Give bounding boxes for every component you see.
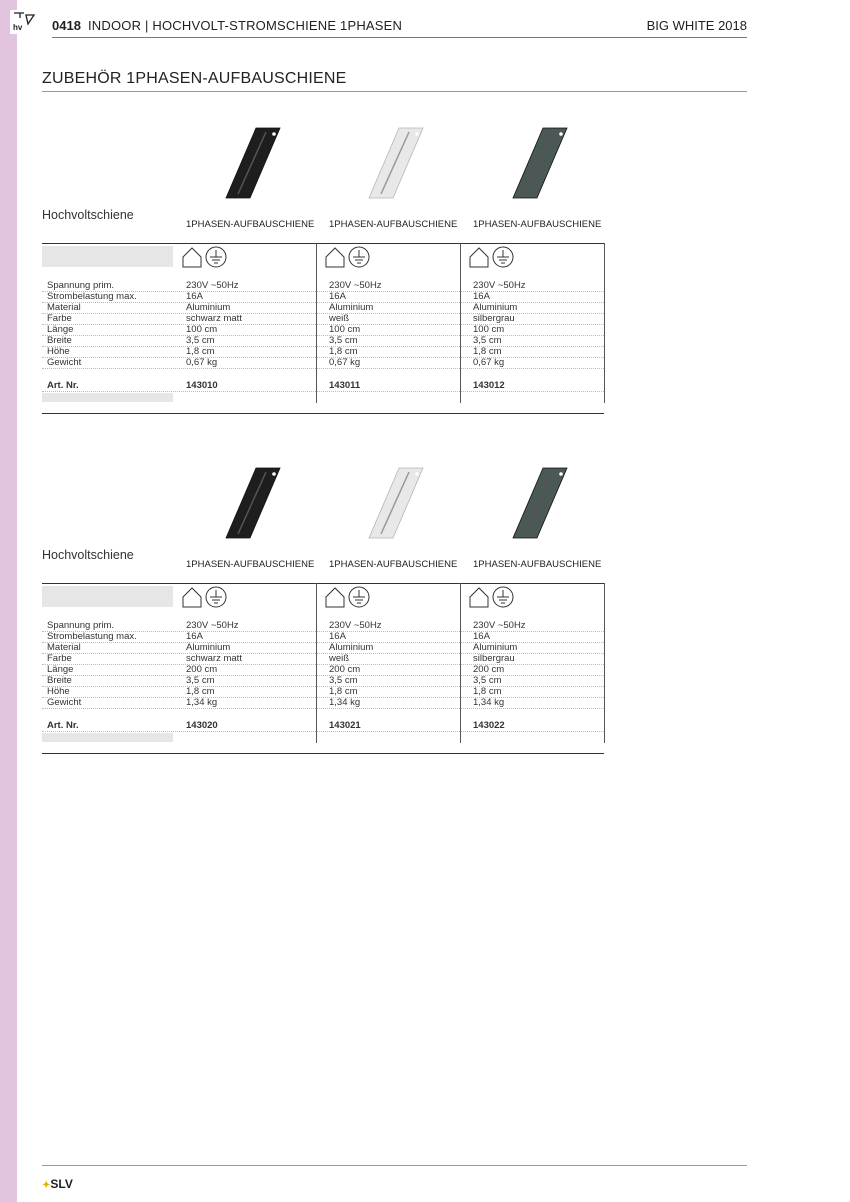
spec-label: Höhe [47, 686, 70, 697]
spec-value: weiß [329, 653, 350, 664]
art-nr-row [42, 380, 604, 392]
spec-value: 3,5 cm [329, 335, 358, 346]
indoor-house-icon [470, 588, 488, 607]
spec-value: 1,8 cm [473, 346, 502, 357]
product-image [495, 118, 585, 208]
art-nr-label: Art. Nr. [47, 380, 79, 391]
spec-row [42, 357, 604, 369]
table-bottom-border [42, 413, 604, 414]
indoor-house-icon [326, 588, 344, 607]
spec-value: Aluminium [186, 302, 231, 313]
spec-icons [468, 585, 520, 609]
hv-logo-icon [10, 10, 38, 34]
product-image [208, 118, 298, 208]
spec-icons [181, 585, 233, 609]
spec-value: schwarz matt [186, 313, 242, 324]
spec-value: 230V ~50Hz [473, 280, 526, 291]
table-bottom-border [42, 753, 604, 754]
table-top-border [42, 243, 604, 244]
spec-value: Aluminium [329, 302, 374, 313]
spec-label: Gewicht [47, 357, 82, 368]
track-rail-image [351, 118, 441, 208]
spec-value: 230V ~50Hz [329, 620, 382, 631]
track-rail-image [495, 118, 585, 208]
spec-icons [324, 585, 376, 609]
indoor-earth-icons [324, 245, 376, 269]
column-divider [604, 243, 605, 403]
spec-value: 16A [329, 291, 346, 302]
spec-label: Länge [47, 324, 74, 335]
spec-value: 1,8 cm [329, 686, 358, 697]
product-image [208, 458, 298, 548]
spec-value: weiß [329, 313, 350, 324]
spec-value: 16A [186, 631, 203, 642]
product-title: 1PHASEN-AUFBAUSCHIENE [186, 559, 315, 570]
track-rail-image [208, 458, 298, 548]
page-number: 0418 [52, 18, 81, 33]
spec-value: 3,5 cm [473, 335, 502, 346]
spec-value: 0,67 kg [329, 357, 361, 368]
spec-value: 1,8 cm [329, 346, 358, 357]
art-nr-value: 143022 [473, 720, 505, 731]
indoor-house-icon [326, 248, 344, 267]
spec-value: Aluminium [329, 642, 374, 653]
spec-value: 1,34 kg [473, 697, 505, 708]
spec-label: Höhe [47, 346, 70, 357]
spec-value: 1,34 kg [186, 697, 218, 708]
product-image [351, 118, 441, 208]
svg-text:hv: hv [13, 23, 23, 32]
spec-value: 0,67 kg [473, 357, 505, 368]
spec-value: 100 cm [329, 324, 361, 335]
art-nr-value: 143011 [329, 380, 361, 391]
indoor-earth-icons [324, 585, 376, 609]
product-title: 1PHASEN-AUFBAUSCHIENE [329, 219, 458, 230]
art-nr-label: Art. Nr. [47, 720, 79, 731]
art-nr-value: 143021 [329, 720, 361, 731]
spec-value: 3,5 cm [186, 335, 215, 346]
spec-value: 0,67 kg [186, 357, 218, 368]
slv-star-icon: ✦ [42, 1180, 51, 1191]
spec-value: 1,8 cm [473, 686, 502, 697]
footer-divider [42, 1165, 747, 1166]
art-nr-value: 143012 [473, 380, 505, 391]
category-label: Hochvoltschiene [42, 208, 134, 222]
spec-label: Gewicht [47, 697, 82, 708]
spec-label: Breite [47, 335, 72, 346]
indoor-earth-icons [468, 245, 520, 269]
spec-row [42, 697, 604, 709]
art-nr-value: 143010 [186, 380, 218, 391]
spec-value: 1,34 kg [329, 697, 361, 708]
spec-value: Aluminium [473, 642, 518, 653]
spec-label: Material [47, 302, 81, 313]
indoor-house-icon [470, 248, 488, 267]
spec-value: schwarz matt [186, 653, 242, 664]
spec-label: Spannung prim. [47, 620, 115, 631]
section-title: INDOOR | HOCHVOLT-STROMSCHIENE 1PHASEN [88, 18, 403, 33]
spec-value: Aluminium [186, 642, 231, 653]
spec-label: Spannung prim. [47, 280, 115, 291]
label-column-bg [42, 586, 173, 607]
catalog-name: BIG WHITE 2018 [646, 18, 747, 33]
product-image [495, 458, 585, 548]
art-nr-row [42, 720, 604, 732]
spec-value: 16A [329, 631, 346, 642]
spec-value: 16A [473, 291, 490, 302]
column-divider [604, 583, 605, 743]
label-column-bg [42, 733, 173, 742]
product-title: 1PHASEN-AUFBAUSCHIENE [473, 219, 602, 230]
spec-value: 200 cm [186, 664, 218, 675]
spec-label: Farbe [47, 313, 72, 324]
indoor-house-icon [183, 248, 201, 267]
spec-value: Aluminium [473, 302, 518, 313]
product-title: 1PHASEN-AUFBAUSCHIENE [186, 219, 315, 230]
label-column-bg [42, 246, 173, 267]
table-top-border [42, 583, 604, 584]
indoor-earth-icons [181, 245, 233, 269]
spec-label: Material [47, 642, 81, 653]
spec-value: 3,5 cm [186, 675, 215, 686]
spec-value: 1,8 cm [186, 346, 215, 357]
spec-value: 16A [473, 631, 490, 642]
product-block [0, 118, 850, 418]
spec-value: 3,5 cm [329, 675, 358, 686]
category-label: Hochvoltschiene [42, 548, 134, 562]
indoor-house-icon [183, 588, 201, 607]
spec-label: Länge [47, 664, 74, 675]
page-header [52, 17, 747, 38]
label-column-bg [42, 393, 173, 402]
product-block [0, 458, 850, 758]
spec-value: 3,5 cm [473, 675, 502, 686]
spec-value: 230V ~50Hz [186, 620, 239, 631]
spec-icons [324, 245, 376, 269]
spec-value: 230V ~50Hz [329, 280, 382, 291]
spec-value: silbergrau [473, 653, 515, 664]
spec-value: silbergrau [473, 313, 515, 324]
spec-value: 230V ~50Hz [473, 620, 526, 631]
track-rail-image [351, 458, 441, 548]
art-nr-value: 143020 [186, 720, 218, 731]
spec-value: 16A [186, 291, 203, 302]
spec-value: 100 cm [473, 324, 505, 335]
product-title: 1PHASEN-AUFBAUSCHIENE [329, 559, 458, 570]
track-rail-image [495, 458, 585, 548]
track-rail-image [208, 118, 298, 208]
spec-label: Strombelastung max. [47, 291, 137, 302]
spec-label: Strombelastung max. [47, 631, 137, 642]
spec-value: 1,8 cm [186, 686, 215, 697]
spec-label: Breite [47, 675, 72, 686]
indoor-earth-icons [468, 585, 520, 609]
product-image [351, 458, 441, 548]
spec-value: 200 cm [473, 664, 505, 675]
spec-icons [181, 245, 233, 269]
indoor-earth-icons [181, 585, 233, 609]
page-title: ZUBEHÖR 1PHASEN-AUFBAUSCHIENE [42, 70, 747, 92]
spec-icons [468, 245, 520, 269]
spec-value: 100 cm [186, 324, 218, 335]
product-title: 1PHASEN-AUFBAUSCHIENE [473, 559, 602, 570]
spec-value: 200 cm [329, 664, 361, 675]
spec-label: Farbe [47, 653, 72, 664]
spec-value: 230V ~50Hz [186, 280, 239, 291]
slv-brand-logo: ✦SLV [42, 1177, 73, 1191]
